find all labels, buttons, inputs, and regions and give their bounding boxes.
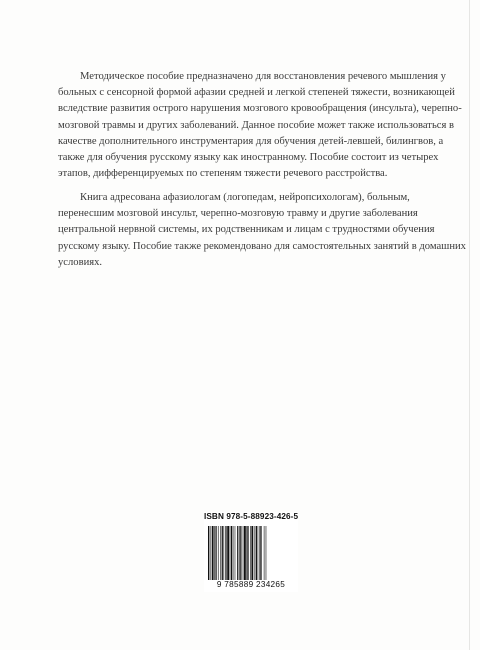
audience-paragraph (58, 190, 466, 271)
barcode-bar (222, 526, 223, 580)
page-edge (469, 0, 470, 650)
barcode-bar (244, 526, 246, 580)
paragraph-line: перенесшим мозговой инсульт, черепно-мозговую травму и другие заболевания (58, 208, 418, 220)
barcode-bar (259, 526, 260, 580)
barcode-bar (231, 526, 232, 580)
barcode-bar (233, 526, 234, 580)
barcode-bar (210, 526, 211, 580)
barcode-bar (235, 526, 236, 580)
isbn-barcode (204, 512, 298, 592)
barcode-bar (225, 526, 226, 580)
paragraph-line: также для обучения русскому языку как иностранному. Пособие состоит из четырех (58, 152, 439, 164)
barcode-bar (258, 526, 259, 580)
barcode-bar (248, 526, 249, 580)
paragraph-line: русскому языку. Пособие также рекомендовано для самостоятельных занятий в домашних (58, 240, 466, 252)
barcode-bar (243, 526, 244, 580)
barcode-bar (208, 526, 209, 580)
barcode-bar (224, 526, 225, 580)
barcode-bar (239, 526, 240, 580)
barcode-bar (266, 526, 267, 580)
barcode-bar (246, 526, 247, 580)
barcode-icon (207, 526, 295, 580)
barcode-bar (237, 526, 238, 580)
barcode-bar (230, 526, 231, 580)
barcode-bar (218, 526, 219, 580)
paragraph-line: качестве дополнительного инструментария для обучения детей-левшей, билингвов, а (58, 135, 444, 147)
barcode-bar (240, 526, 241, 580)
paragraph-line: условиях. (58, 256, 103, 268)
barcode-bar (250, 526, 251, 580)
barcode-bar (227, 526, 229, 580)
isbn-label: ISBN 978-5-88923-426-5 (204, 512, 299, 521)
paragraph-line: больных с сенсорной формой афазии средней и легкой степеней тяжести, возникающей (58, 87, 455, 99)
barcode-bar (220, 526, 221, 580)
barcode-bar (261, 526, 262, 580)
paragraph-line: Методическое пособие предназначено для восстановления речевого мышления у (80, 71, 446, 82)
barcode-bar (251, 526, 253, 580)
paragraph-line: мозговой травмы и других заболеваний. Данное пособие может также использоваться в (58, 119, 454, 131)
barcode-bar (256, 526, 257, 580)
barcode-bar (264, 526, 265, 580)
paragraph-line: этапов, дифференцируемых по степеням тяжести речевого расстройства. (58, 168, 388, 180)
barcode-bar (215, 526, 216, 580)
barcode-bar (255, 526, 256, 580)
description-paragraph (58, 69, 462, 182)
barcode-digits: 9 785889 234265 (216, 580, 286, 589)
paragraph-line: вследствие развития острого нарушения мозгового кровообращения (инсульта), черепно- (58, 103, 462, 115)
barcode-bar (214, 526, 215, 580)
paragraph-line: Книга адресована афазиологам (логопедам, нейропсихологам), больным, (80, 192, 410, 203)
barcode-bar (212, 526, 214, 580)
paragraph-line: центральной нервной системы, их родственникам и лицам с трудностями обучения (58, 224, 435, 236)
